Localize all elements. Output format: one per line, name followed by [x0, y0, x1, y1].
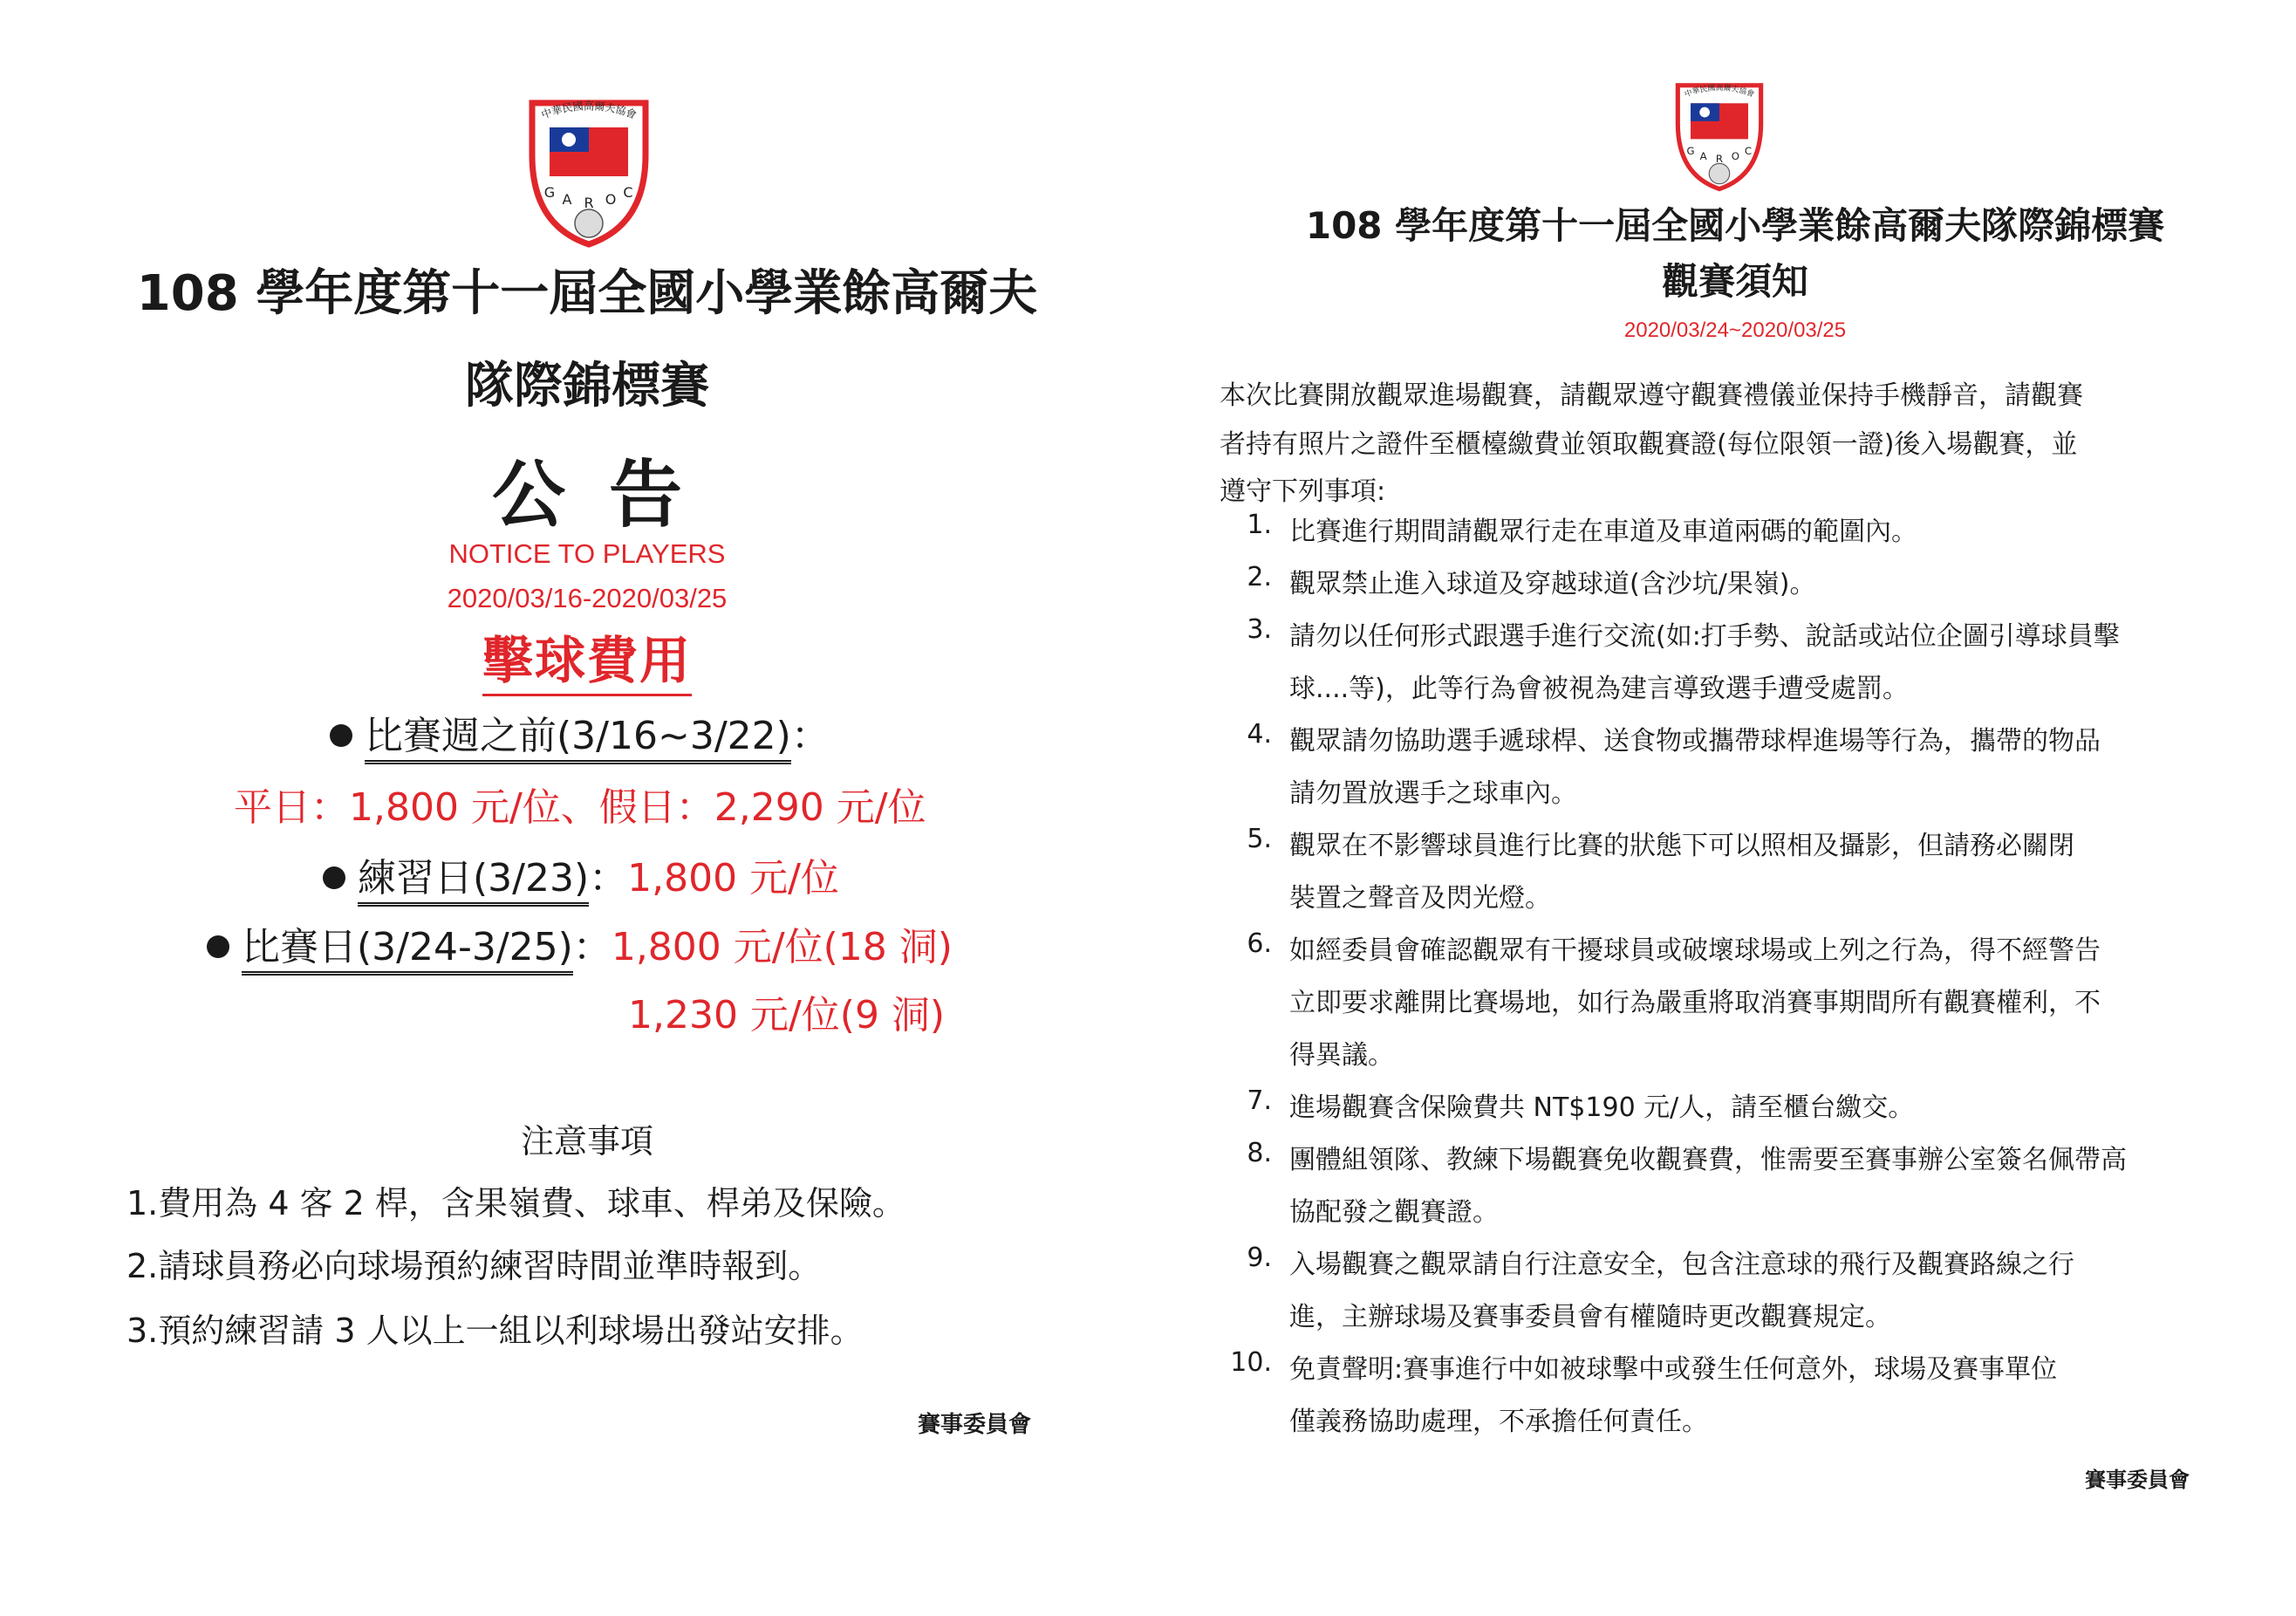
logo-initial: G — [1686, 145, 1695, 157]
garoc-logo — [1671, 79, 1767, 192]
rule-item — [1220, 1243, 2074, 1332]
fee-heading: 擊球費用 — [482, 632, 692, 696]
rule-number: 2. — [1247, 562, 1272, 592]
fee-practice-price: 1,800 元/位 — [627, 856, 839, 900]
rule-number: 1. — [1247, 510, 1272, 540]
rule-number: 4. — [1247, 719, 1272, 750]
logo-initial: G — [543, 184, 556, 201]
fee-colon: ： — [589, 856, 628, 900]
notice-title-line1: 108 學年度第十一屆全國小學業餘高爾夫 — [136, 265, 1038, 322]
fee-practice — [323, 858, 839, 900]
rule-item — [1220, 719, 2101, 809]
rule-item — [1220, 1138, 2127, 1228]
fee-match-price-18: 1,800 元/位(18 洞) — [611, 925, 953, 969]
rule-text-line: 立即要求離開比賽場地，如行為嚴重將取消賽事期間所有觀賽權利，不 — [1289, 988, 2101, 1018]
rule-text-line: 觀眾禁止進入球道及穿越球道(含沙坑/果嶺)。 — [1289, 569, 1816, 599]
rule-number: 9. — [1247, 1243, 1272, 1273]
spectator-title-line1: 108 學年度第十一屆全國小學業餘高爾夫隊際錦標賽 — [1305, 204, 2165, 247]
note-item: 1.費用為 4 客 2 桿，含果嶺費、球車、桿弟及保險。 — [126, 1184, 905, 1222]
spectator-dates: 2020/03/24~2020/03/25 — [1623, 318, 1847, 342]
rule-text-line: 得異議。 — [1289, 1040, 1394, 1071]
fee-match-label: 比賽日(3/24-3/25) — [242, 925, 573, 976]
logo-initial: A — [1699, 149, 1707, 162]
fee-pre-week — [330, 716, 830, 757]
rule-text-line: 如經委員會確認觀眾有干擾球員或破壞球場或上列之行為，得不經警告 — [1289, 935, 2101, 966]
rule-text-line: 入場觀賽之觀眾請自行注意安全，包含注意球的飛行及觀賽路線之行 — [1289, 1250, 2074, 1280]
notice-to-players: NOTICE TO PLAYERS — [448, 538, 726, 569]
logo-initial: A — [562, 191, 572, 208]
notes-title: 注意事項 — [520, 1122, 653, 1161]
logo-initial: R — [1715, 152, 1724, 165]
spectator-title-line2: 觀賽須知 — [1661, 260, 1808, 303]
rule-text-line: 請勿以任何形式跟選手進行交流(如:打手勢、說話或站位企圖引導球員擊 — [1289, 621, 2120, 652]
rule-text-line: 協配發之觀賽證。 — [1289, 1197, 1499, 1228]
rule-text-line: 觀眾請勿協助選手遞球桿、送食物或攜帶球桿進場等行為，攜帶的物品 — [1289, 726, 2101, 757]
bullet-icon — [330, 724, 352, 747]
garoc-emblem-icon — [1671, 79, 1767, 192]
rule-text-line: 請勿置放選手之球車內。 — [1289, 778, 1577, 809]
garoc-emblem-icon — [523, 94, 654, 248]
rule-number: 8. — [1247, 1138, 1272, 1168]
logo-arc-text: 中華民國高爾夫協會 — [539, 99, 639, 121]
rule-number: 5. — [1247, 824, 1272, 854]
rule-text-line: 僅義務協助處理，不承擔任何責任。 — [1289, 1407, 1708, 1437]
rule-text-line: 比賽進行期間請觀眾行走在車道及車道兩碼的範圍內。 — [1289, 517, 1917, 547]
rule-item — [1220, 562, 1816, 599]
fee-heading-wrap — [0, 632, 1174, 696]
rule-item — [1220, 1085, 1915, 1123]
rule-text-line: 裝置之聲音及閃光燈。 — [1289, 883, 1551, 914]
garoc-logo — [523, 94, 654, 248]
rule-item — [1220, 614, 2120, 704]
rule-item — [1220, 1347, 2058, 1437]
rule-text-line: 觀眾在不影響球員進行比賽的狀態下可以照相及攝影，但請務必關閉 — [1289, 831, 2074, 861]
intro-line: 本次比賽開放觀眾進場觀賽，請觀眾遵守觀賽禮儀並保持手機靜音，請觀賽 — [1220, 380, 2083, 411]
bullet-icon — [207, 935, 229, 958]
announcement-heading: 公告 — [491, 452, 726, 538]
logo-arc-text: 中華民國高爾夫協會 — [1683, 84, 1756, 99]
fee-match — [207, 927, 953, 969]
rule-number: 3. — [1247, 614, 1272, 645]
logo-initial: C — [1744, 145, 1753, 157]
rule-item — [1220, 510, 1917, 547]
fee-practice-label: 練習日(3/23) — [358, 856, 589, 907]
fee-colon: ： — [790, 714, 830, 758]
fee-pre-week-prices: 平日：1,800 元/位、假日：2,290 元/位 — [234, 785, 926, 830]
committee-signature: 賽事委員會 — [918, 1412, 1032, 1438]
rule-number: 6. — [1247, 928, 1272, 959]
fee-match-price-9: 1,230 元/位(9 洞) — [628, 993, 946, 1037]
fee-pre-week-label: 比賽週之前(3/16~3/22) — [365, 714, 791, 764]
intro-line: 者持有照片之證件至櫃檯繳費並領取觀賽證(每位限領一證)後入場觀賽，並 — [1220, 429, 2078, 460]
rule-item — [1220, 824, 2074, 914]
logo-initial: O — [1731, 149, 1739, 162]
committee-signature: 賽事委員會 — [2085, 1468, 2190, 1492]
logo-initial: C — [623, 184, 633, 201]
rule-text-line: 免責聲明:賽事進行中如被球擊中或發生任何意外，球場及賽事單位 — [1289, 1354, 2058, 1385]
rule-text-line: 團體組領隊、教練下場觀賽免收觀賽費，惟需要至賽事辦公室簽名佩帶高 — [1289, 1145, 2127, 1175]
note-item: 3.預約練習請 3 人以上一組以利球場出發站安排。 — [126, 1311, 864, 1350]
intro-line: 遵守下列事項: — [1220, 476, 1386, 507]
notice-title-line2: 隊際錦標賽 — [465, 358, 709, 414]
rule-text-line: 球....等)，此等行為會被視為建言導致選手遭受處罰。 — [1289, 674, 1909, 704]
rule-text-line: 進，主辦球場及賽事委員會有權隨時更改觀賽規定。 — [1289, 1302, 1891, 1332]
rule-item — [1220, 928, 2101, 1071]
fee-colon: ： — [572, 925, 612, 969]
logo-initial: R — [584, 195, 594, 211]
logo-initial: O — [605, 191, 617, 208]
rule-number: 7. — [1247, 1085, 1272, 1116]
rule-text-line: 進場觀賽含保險費共 NT$190 元/人，請至櫃台繳交。 — [1289, 1092, 1915, 1123]
note-item: 2.請球員務必向球場預約練習時間並準時報到。 — [126, 1247, 822, 1285]
bullet-icon — [323, 866, 345, 889]
rule-number: 10. — [1230, 1347, 1272, 1378]
notice-dates: 2020/03/16-2020/03/25 — [447, 583, 728, 613]
